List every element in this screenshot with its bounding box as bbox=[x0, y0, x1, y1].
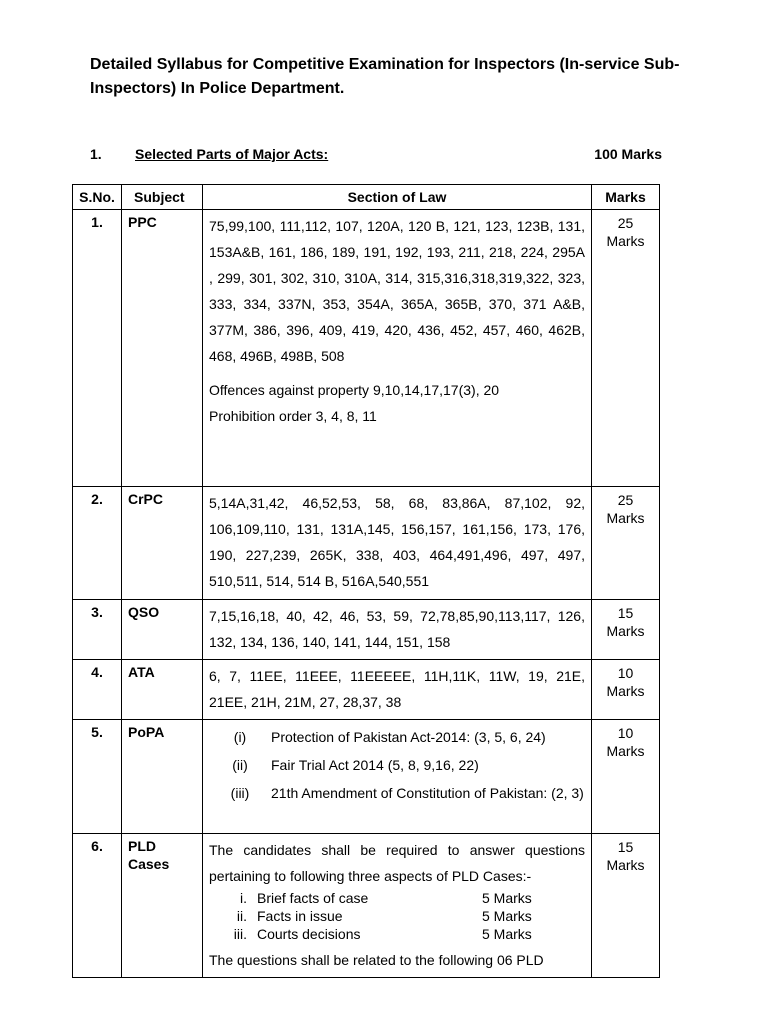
header-sn: S.No. bbox=[73, 185, 122, 210]
row-law bbox=[203, 720, 592, 834]
table-row bbox=[73, 834, 660, 978]
row-marks: 15 Marks bbox=[592, 600, 660, 660]
table-row bbox=[73, 660, 660, 720]
table-row bbox=[73, 487, 660, 600]
row-subject: QSO bbox=[122, 600, 203, 660]
row-sn: 2. bbox=[73, 487, 122, 600]
row-subject: PoPA bbox=[122, 720, 203, 834]
header-subject: Subject bbox=[122, 185, 203, 210]
row-subject: CrPC bbox=[122, 487, 203, 600]
row-subject: PLD Cases bbox=[122, 834, 203, 978]
law-item: (iii) 21th Amendment of Constitution of Pakistan: (2, 3) bbox=[230, 785, 584, 801]
row-law: 6, 7, 11EE, 11EEE, 11EEEEE, 11H,11K, 11W, 19, 21E, 21EE, 21H, 21M, 27, 28,37, 38 bbox=[203, 660, 592, 720]
row-marks: 25 Marks bbox=[592, 487, 660, 600]
section-name: Selected Parts of Major Acts: bbox=[135, 146, 329, 162]
pld-aspect: i. Brief facts of case 5 Marks bbox=[240, 890, 532, 906]
row-marks: 25 Marks bbox=[592, 210, 660, 487]
row-sn: 4. bbox=[73, 660, 122, 720]
law-extra: Offences against property 9,10,14,17,17(3), 20 bbox=[209, 382, 500, 398]
row-sn: 3. bbox=[73, 600, 122, 660]
law-item: (i) Protection of Pakistan Act-2014: (3, 5, 6, 24) bbox=[233, 729, 546, 745]
header-marks: Marks bbox=[592, 185, 660, 210]
section-number: 1. bbox=[90, 146, 102, 162]
table-header-row bbox=[73, 185, 660, 210]
row-marks: 15 Marks bbox=[592, 834, 660, 978]
header-section-of-law: Section of Law bbox=[203, 185, 592, 210]
pld-intro: The candidates shall be required to answer questions pertaining to following three aspects of PLD Cases:- bbox=[209, 842, 585, 884]
row-law: 7,15,16,18, 40, 42, 46, 53, 59, 72,78,85,90,113,117, 126, 132, 134, 136, 140, 141, 144, 151, 158 bbox=[203, 600, 592, 660]
row-subject: PPC bbox=[122, 210, 203, 487]
row-law bbox=[203, 834, 592, 978]
row-law bbox=[203, 210, 592, 487]
row-marks: 10 Marks bbox=[592, 720, 660, 834]
row-sn: 5. bbox=[73, 720, 122, 834]
pld-aspect: iii. Courts decisions 5 Marks bbox=[233, 926, 532, 942]
row-law: 5,14A,31,42, 46,52,53, 58, 68, 83,86A, 87,102, 92, 106,109,110, 131, 131A,145, 156,157, 161,156, 173, 176, 190, 227,239, 265K, 338, 403, 464,491,496, 497, 497, 510,511, 514, 514 B, 516A,540,551 bbox=[203, 487, 592, 600]
row-sn: 1. bbox=[73, 210, 122, 487]
pld-aspect: ii. Facts in issue 5 Marks bbox=[236, 908, 532, 924]
syllabus-table bbox=[72, 184, 660, 978]
section-marks: 100 Marks bbox=[594, 146, 662, 162]
table-row bbox=[73, 720, 660, 834]
law-sections: 75,99,100, 111,112, 107, 120A, 120 B, 121, 123, 123B, 131, 153A&B, 161, 186, 189, 191, 192, 193, 211, 218, 224, 295A , 299, 301, 302, 310, 310A, 314, 315,316,318,319,322, 323, 333, 334, 337N, 353, 354A, 365A, 365B, 370, 371 A&B, 377M, 386, 396, 409, 419, 420, 436, 452, 457, 460, 462B, 468, 496B, 498B, 508 bbox=[209, 218, 585, 364]
table-row bbox=[73, 600, 660, 660]
table-row bbox=[73, 210, 660, 487]
pld-outro: The questions shall be related to the following 06 PLD bbox=[209, 952, 544, 968]
document-title: Detailed Syllabus for Competitive Examination for Inspectors (In-service Sub- Inspectors) In Police Department. bbox=[90, 56, 680, 97]
law-extra: Prohibition order 3, 4, 8, 11 bbox=[209, 408, 377, 424]
row-sn: 6. bbox=[73, 834, 122, 978]
law-item: (ii) Fair Trial Act 2014 (5, 8, 9,16, 22) bbox=[232, 757, 479, 773]
row-subject: ATA bbox=[122, 660, 203, 720]
row-marks: 10 Marks bbox=[592, 660, 660, 720]
